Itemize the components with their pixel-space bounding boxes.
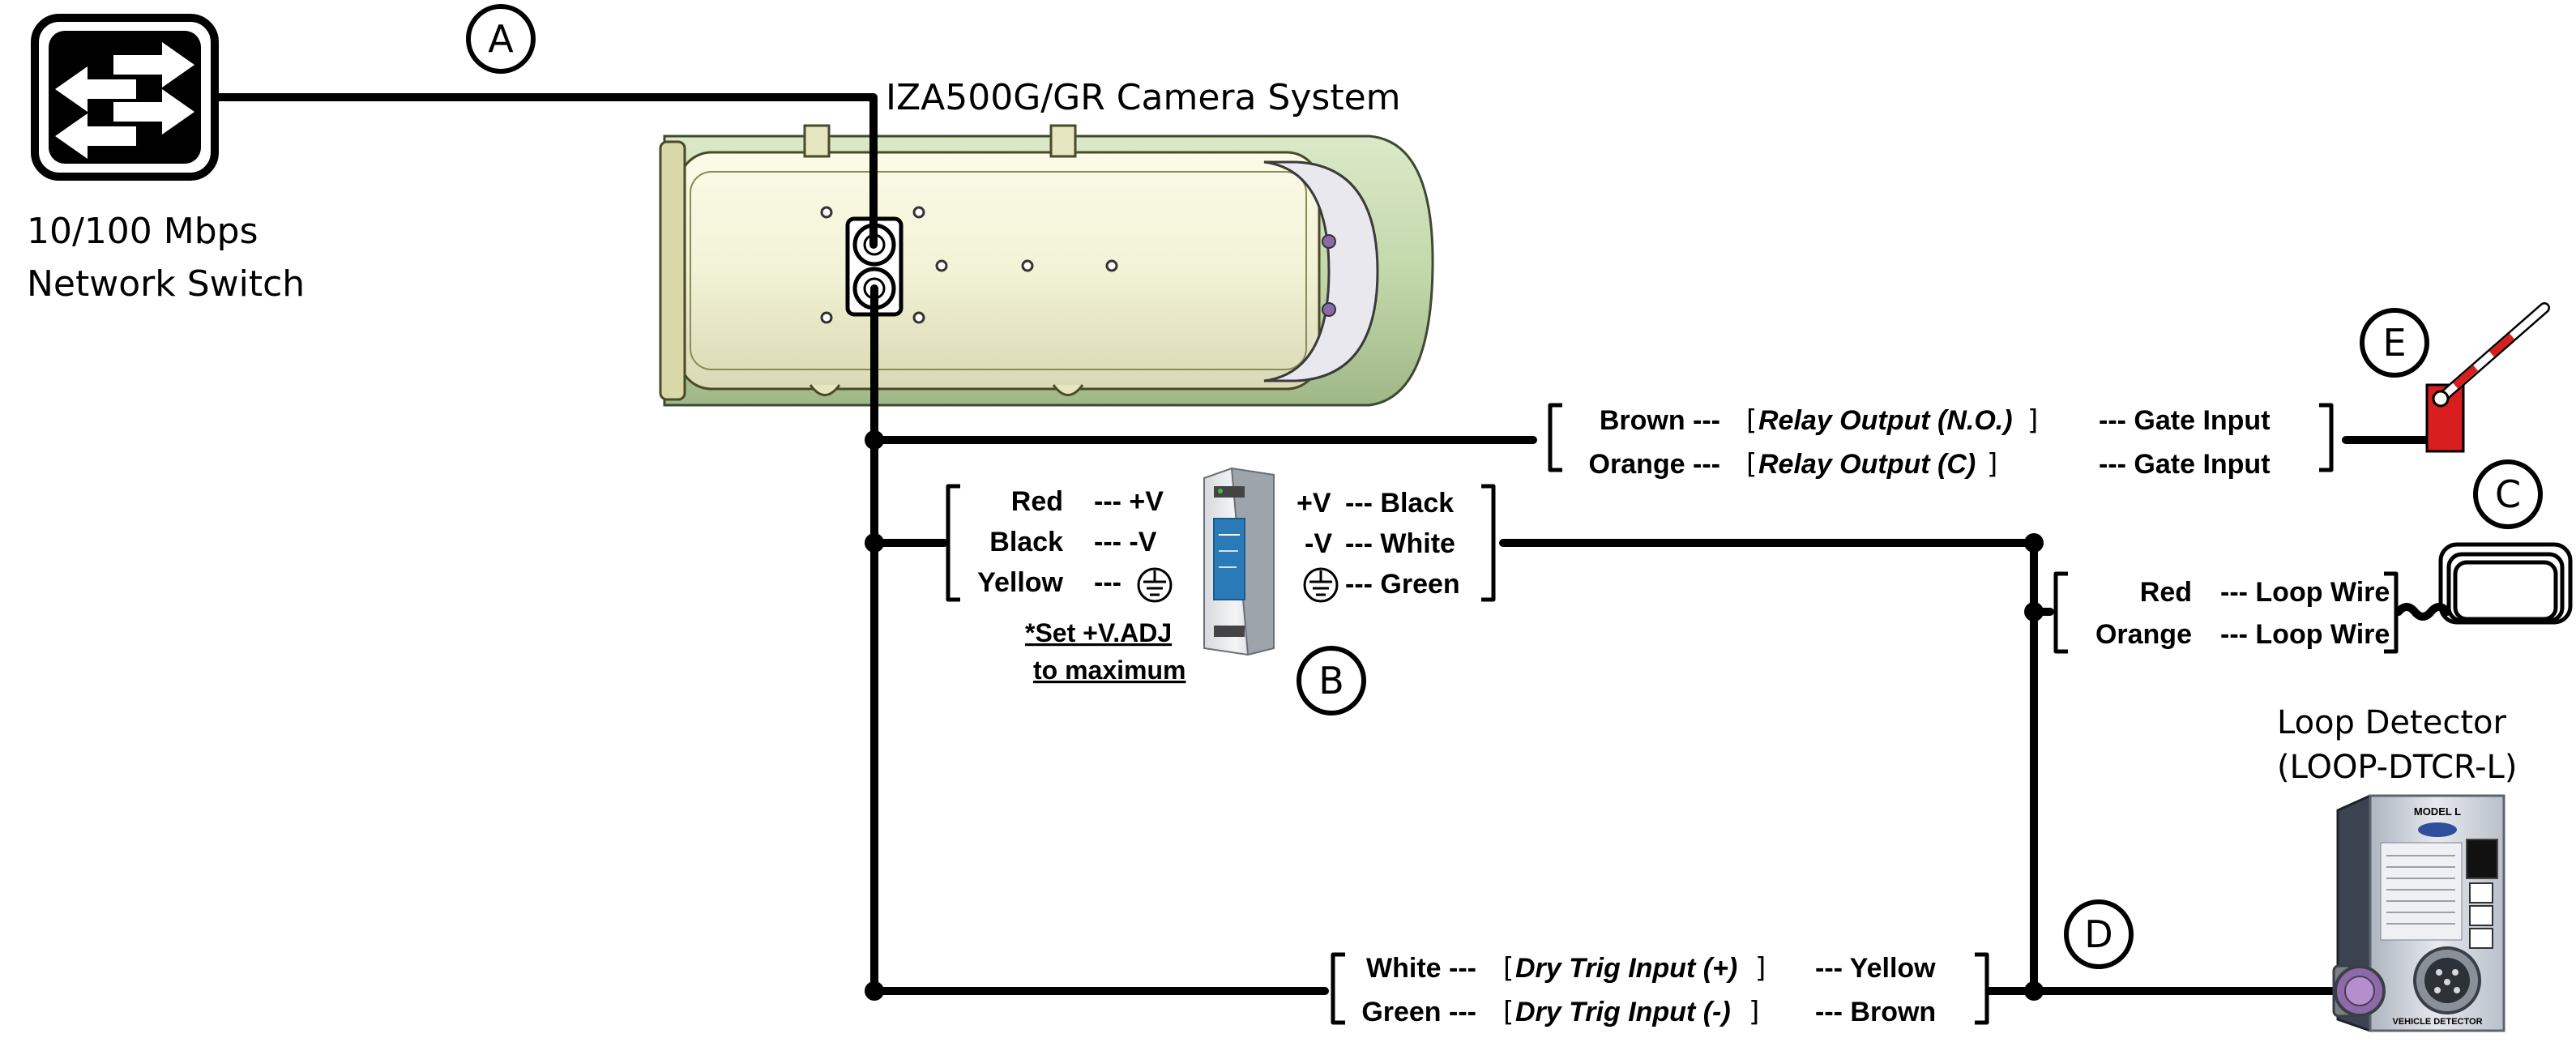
trigger-bracket-right — [1975, 955, 1987, 1023]
camera-mount-tab — [805, 126, 829, 156]
loop-row2-wire: --- Loop Wire — [2220, 619, 2390, 650]
relay-row2-right: --- Gate Input — [2099, 449, 2271, 480]
camera-body — [679, 152, 1319, 389]
detector-title-line1: Loop Detector — [2277, 704, 2506, 741]
gate-barrier-icon — [2427, 308, 2544, 451]
switch-label-line1: 10/100 Mbps — [27, 211, 258, 252]
relay-row2-open: [ — [1746, 448, 1758, 481]
relay-row2-signal: Relay Output (C) — [1758, 449, 1976, 480]
relay-row1-open: [ — [1746, 404, 1758, 437]
psu-out-row1-color: --- Black — [1345, 488, 1455, 519]
psu-output-bracket-right — [1481, 486, 1493, 600]
trigger-row1-close: ] — [1755, 952, 1766, 985]
detector-button-down — [2470, 929, 2493, 948]
loop-bracket-left — [2056, 574, 2068, 651]
wire-power-output — [1503, 543, 2034, 991]
ground-icon — [1138, 569, 1171, 601]
detector-model-label: MODEL L — [2413, 805, 2462, 818]
marker-d — [2066, 902, 2131, 967]
camera-housing — [660, 77, 1433, 405]
loop-row2-color: Orange — [2095, 619, 2192, 650]
detector-plug — [2334, 966, 2384, 1016]
trigger-row2-right: --- Brown — [1815, 997, 1937, 1027]
relay-row2-close: ] — [1987, 448, 1998, 481]
psu-in-row3-terminal: --- — [1094, 567, 1121, 598]
detector-title-line2: (LOOP-DTCR-L) — [2277, 749, 2518, 786]
psu-label-panel — [1214, 519, 1245, 600]
camera-mount-tab — [1051, 126, 1075, 156]
trigger-row2-close: ] — [1749, 996, 1760, 1028]
camera-rear-cap — [660, 142, 685, 399]
svg-text:D: D — [2084, 912, 2113, 956]
psu-note-line2: to maximum — [1033, 656, 1186, 685]
camera-screw — [1322, 235, 1335, 248]
svg-text:E: E — [2382, 321, 2407, 365]
psu-in-row3-color: Yellow — [977, 567, 1063, 598]
power-supply-block — [948, 468, 1493, 685]
trigger-block — [1333, 952, 1987, 1028]
svg-text:C: C — [2494, 472, 2522, 516]
camera-title: IZA500G/GR Camera System — [886, 77, 1401, 118]
detector-display — [2467, 839, 2497, 878]
relay-bracket-right — [2319, 405, 2331, 470]
psu-out-row2-color: --- White — [1345, 528, 1455, 559]
relay-row1-signal: Relay Output (N.O.) — [1758, 405, 2013, 436]
trigger-row2-left: Green --- — [1361, 997, 1476, 1027]
psu-in-row2-color: Black — [989, 527, 1063, 557]
switch-label-line2: Network Switch — [27, 263, 305, 305]
psu-out-row3-color: --- Green — [1345, 569, 1460, 600]
relay-row2-left: Orange --- — [1588, 449, 1720, 480]
relay-row1-right: --- Gate Input — [2099, 405, 2271, 436]
marker-a — [468, 6, 533, 71]
relay-block — [1550, 404, 2331, 481]
detector-instruction-panel — [2381, 843, 2462, 940]
psu-in-row2-terminal: --- -V — [1094, 527, 1157, 557]
trigger-bracket-left — [1333, 955, 1345, 1023]
ground-icon — [1305, 569, 1337, 601]
loop-row1-color: Red — [2139, 577, 2192, 608]
network-switch — [27, 18, 305, 305]
marker-b — [1299, 648, 1364, 713]
psu-in-row1-color: Red — [1010, 486, 1063, 517]
loop-row1-wire: --- Loop Wire — [2220, 577, 2390, 608]
detector-footer-label: VEHICLE DETECTOR — [2392, 1017, 2483, 1027]
trigger-row1-right: --- Yellow — [1815, 953, 1936, 984]
relay-row1-left: Brown --- — [1599, 405, 1720, 436]
marker-e — [2362, 310, 2427, 375]
loop-detector — [2277, 704, 2517, 1031]
psu-out-row2-terminal: -V — [1305, 528, 1332, 559]
trigger-row2-signal: Dry Trig Input (-) — [1515, 997, 1731, 1027]
relay-bracket-left — [1550, 405, 1562, 470]
psu-note-line1: *Set +V.ADJ — [1025, 618, 1173, 647]
psu-in-row1-terminal: --- +V — [1094, 486, 1164, 517]
loop-block — [2056, 545, 2570, 651]
loop-coil-icon — [2441, 545, 2570, 622]
detector-button-up — [2470, 883, 2493, 903]
marker-c — [2476, 462, 2540, 527]
psu-out-row1-terminal: +V — [1297, 488, 1331, 519]
psu-input-bracket-left — [948, 486, 960, 600]
detector-logo — [2418, 822, 2457, 837]
relay-row1-close: ] — [2027, 404, 2039, 437]
din-power-supply — [1204, 468, 1274, 655]
camera-screw — [1322, 303, 1335, 316]
trigger-row1-open: [ — [1503, 952, 1514, 985]
trigger-row1-left: White --- — [1366, 953, 1476, 984]
trigger-row1-signal: Dry Trig Input (+) — [1515, 953, 1738, 984]
svg-text:B: B — [1318, 659, 1344, 703]
detector-button-mode — [2470, 906, 2493, 925]
svg-text:A: A — [488, 17, 514, 61]
trigger-row2-open: [ — [1503, 996, 1514, 1028]
